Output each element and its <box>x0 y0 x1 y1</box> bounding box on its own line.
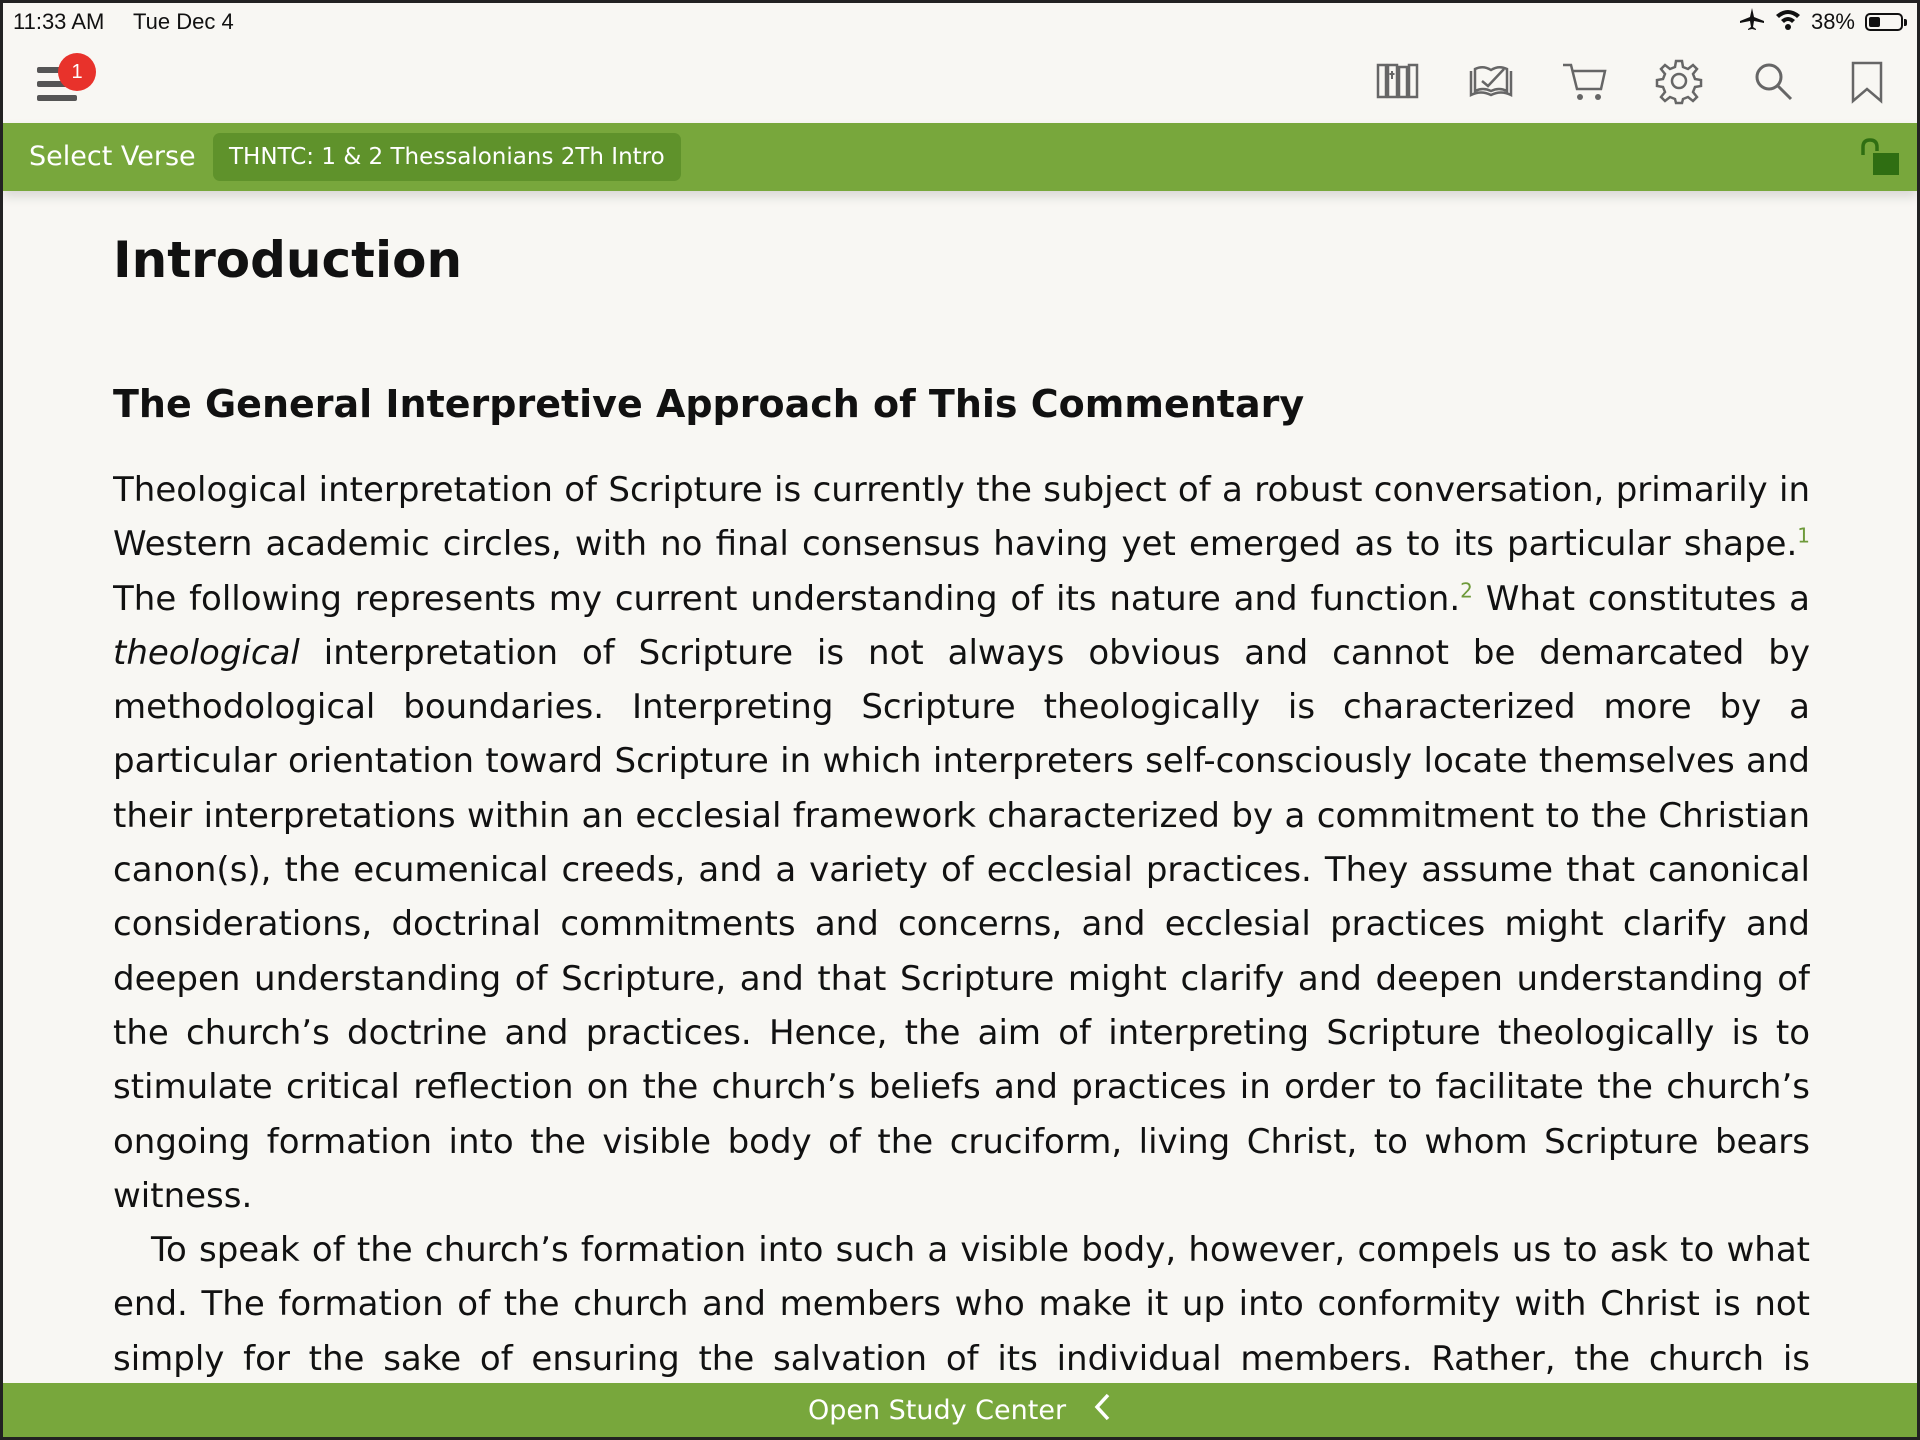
status-date: Tue Dec 4 <box>133 9 234 34</box>
status-time: 11:33 AM <box>13 9 105 34</box>
open-study-center-label: Open Study Center <box>807 1394 1067 1426</box>
settings-button[interactable] <box>1655 57 1703 105</box>
lock-toggle[interactable] <box>1857 137 1901 177</box>
paragraph-1-italic: theological <box>113 632 300 673</box>
reader-content[interactable] <box>113 191 1810 1386</box>
chevron-left-icon <box>1092 1392 1112 1429</box>
reading-plan-icon <box>1467 90 1515 109</box>
paragraph-1-text-b: The following represents my current understanding of its nature and function. <box>113 578 1461 619</box>
page-title: Introduction <box>113 231 463 289</box>
paragraph-1 <box>113 463 1810 1223</box>
status-bar <box>3 3 1917 39</box>
library-button[interactable] <box>1373 57 1421 105</box>
paragraph-1-text-a: Theological interpretation of Scripture is currently the subject of a robust conversation, primarily in Western academic circles, with no final consensus having yet emerged as to its particular shape. <box>113 470 1810 565</box>
footnote-1-link[interactable]: 1 <box>1797 523 1810 548</box>
reading-plan-button[interactable] <box>1467 57 1515 105</box>
book-selector[interactable]: THNTC: 1 & 2 Thessalonians 2Th Intro <box>213 133 681 181</box>
search-button[interactable] <box>1749 57 1797 105</box>
section-heading: The General Interpretive Approach of This Commentary <box>113 382 1305 426</box>
battery-level <box>1869 17 1880 27</box>
wifi-icon <box>1775 8 1801 36</box>
unlock-icon <box>1857 162 1901 181</box>
airplane-icon <box>1739 7 1765 37</box>
status-indicators <box>1739 7 1903 37</box>
library-icon <box>1373 90 1421 109</box>
search-icon <box>1749 90 1797 109</box>
footnote-2-link[interactable]: 2 <box>1460 578 1473 603</box>
select-verse-button[interactable]: Select Verse <box>29 141 196 172</box>
paragraph-2: To speak of the church’s formation into such a visible body, however, compels us to ask to what end. The formation of the church and members who make it up into conformity with Christ is not simply for the sake of ensuring the salvation of its individual members. Rather, the church is <box>113 1230 1810 1379</box>
cart-icon <box>1561 90 1609 109</box>
gear-icon <box>1655 90 1703 109</box>
toolbar <box>3 39 1917 123</box>
battery-percent: 38% <box>1810 9 1855 34</box>
open-study-center-button[interactable] <box>3 1383 1917 1437</box>
battery-icon <box>1865 13 1903 31</box>
bookmark-icon <box>1843 90 1891 109</box>
store-button[interactable] <box>1561 57 1609 105</box>
verse-bar <box>3 123 1917 191</box>
bookmark-button[interactable] <box>1843 57 1891 105</box>
paragraph-1-text-c: What constitutes a <box>1472 578 1810 619</box>
paragraph-1-text-d: interpretation of Scripture is not always obvious and cannot be demarcated by methodological boundaries. Interpreting Scripture theologically is characterized more by a particular orientation toward Scripture in which interpreters self-consciously locate themselves and their interpretations within an ecclesial framework characterized by a commitment to the Christian canon(s), the ecumenical creeds, and a variety of ecclesial practices. They assume that canonical considerations, doctrinal commitments and concerns, and ecclesial practices might clarify and deepen understanding of Scripture, and that Scripture might clarify and deepen understanding of the church’s doctrine and practices. Hence, the aim of interpreting Scripture theologically is to stimulate critical reflection on the church’s beliefs and practices in order to facilitate the church’s ongoing formation into the visible body of the cruciform, living Christ, to whom Scripture bears witness. <box>113 632 1810 1216</box>
notification-badge: 1 <box>58 53 96 91</box>
